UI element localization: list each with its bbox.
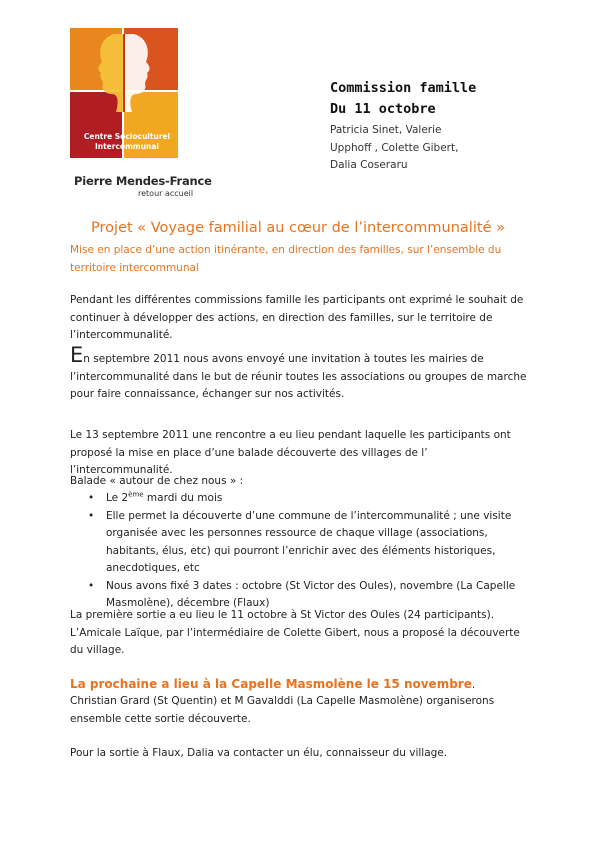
meeting-date: Du 11 octobre bbox=[330, 101, 436, 117]
bullet-icon: • bbox=[88, 509, 95, 522]
bullet-icon: • bbox=[88, 579, 95, 592]
paragraph: Christian Grard (St Quentin) et M Gavalddi (La Capelle Masmolène) organiserons ensemble cette sortie découverte. bbox=[70, 695, 495, 725]
list-item-text: Nous avons fixé 3 dates : octobre (St Victor des Oules), novembre (La Capelle Masmolène), décembre (Flaux) bbox=[106, 579, 516, 609]
attendees bbox=[330, 122, 458, 175]
paragraph: Le 13 septembre 2011 une rencontre a eu lieu pendant laquelle les participants ont proposé la mise en place d’une balade découverte des villages de l’ l’intercommunalité. bbox=[70, 429, 511, 476]
superscript: ème bbox=[128, 490, 144, 499]
drop-cap: E bbox=[70, 343, 84, 367]
list-item-text: mardi du mois bbox=[143, 492, 223, 504]
highlight-text: La prochaine a lieu à la Capelle Masmolène le 15 novembre bbox=[70, 677, 472, 691]
paragraph: Balade « autour de chez nous » : bbox=[70, 475, 244, 487]
logo-name: Pierre Mendes-France bbox=[74, 174, 212, 188]
list-item-text: Elle permet la découverte d’une commune de l’intercommunalité ; une visite organisée avec les personnes ressource de chaque village (associations, habitants, élus, etc) qui pourront l’enrichir avec des éléments historiques, anecdotiques, etc bbox=[106, 509, 512, 574]
attendee-line: Patricia Sinet, Valerie bbox=[330, 124, 442, 136]
logo-caption-line: Intercommunal bbox=[94, 142, 160, 151]
list-item bbox=[70, 508, 532, 578]
logo-subtitle: retour accueil bbox=[138, 189, 194, 198]
list-item bbox=[70, 490, 532, 508]
paragraph: La prochaine a lieu à la Capelle Masmolène le 15 novembre. bbox=[70, 677, 476, 691]
paragraph bbox=[70, 343, 532, 404]
paragraph: Pendant les différentes commissions famille les participants ont exprimé le souhait de continuer à développer des actions, en direction des familles, sur le territoire de l’intercommunalité. bbox=[70, 294, 524, 341]
attendee-line: Upphoff , Colette Gibert, bbox=[330, 141, 459, 154]
document-title: Projet « Voyage familial au cœur de l’intercommunalité » bbox=[91, 220, 505, 236]
logo-caption-line: Centre Socioculturel bbox=[83, 132, 171, 141]
paragraph: La première sortie a eu lieu le 11 octobre à St Victor des Oules (24 participants). L’Amicale Laïque, par l’intermédiaire de Colette Gibert, nous a proposé la découverte du village. bbox=[70, 609, 520, 656]
logo-mark bbox=[70, 28, 178, 158]
logo-caption bbox=[82, 132, 172, 152]
attendee-line: Dalia Coseraru bbox=[330, 159, 408, 171]
document-subtitle: Mise en place d’une action itinérante, en direction des familles, sur l’ensemble du territoire intercommunal bbox=[70, 244, 502, 274]
meeting-title: Commission famille bbox=[330, 80, 477, 96]
paragraph: Pour la sortie à Flaux, Dalia va contacter un élu, connaisseur du village. bbox=[70, 747, 448, 759]
logo bbox=[70, 28, 210, 208]
bullet-icon: • bbox=[88, 492, 95, 504]
paragraph-text: n septembre 2011 nous avons envoyé une invitation à toutes les mairies de l’intercommunalité dans le but de réunir toutes les associations ou groupes de marche pour faire connaissance, échanger sur nos activités. bbox=[70, 353, 527, 400]
list-item-text: Le 2 bbox=[106, 492, 129, 504]
bullet-list bbox=[70, 490, 532, 613]
meeting-heading bbox=[330, 78, 476, 120]
